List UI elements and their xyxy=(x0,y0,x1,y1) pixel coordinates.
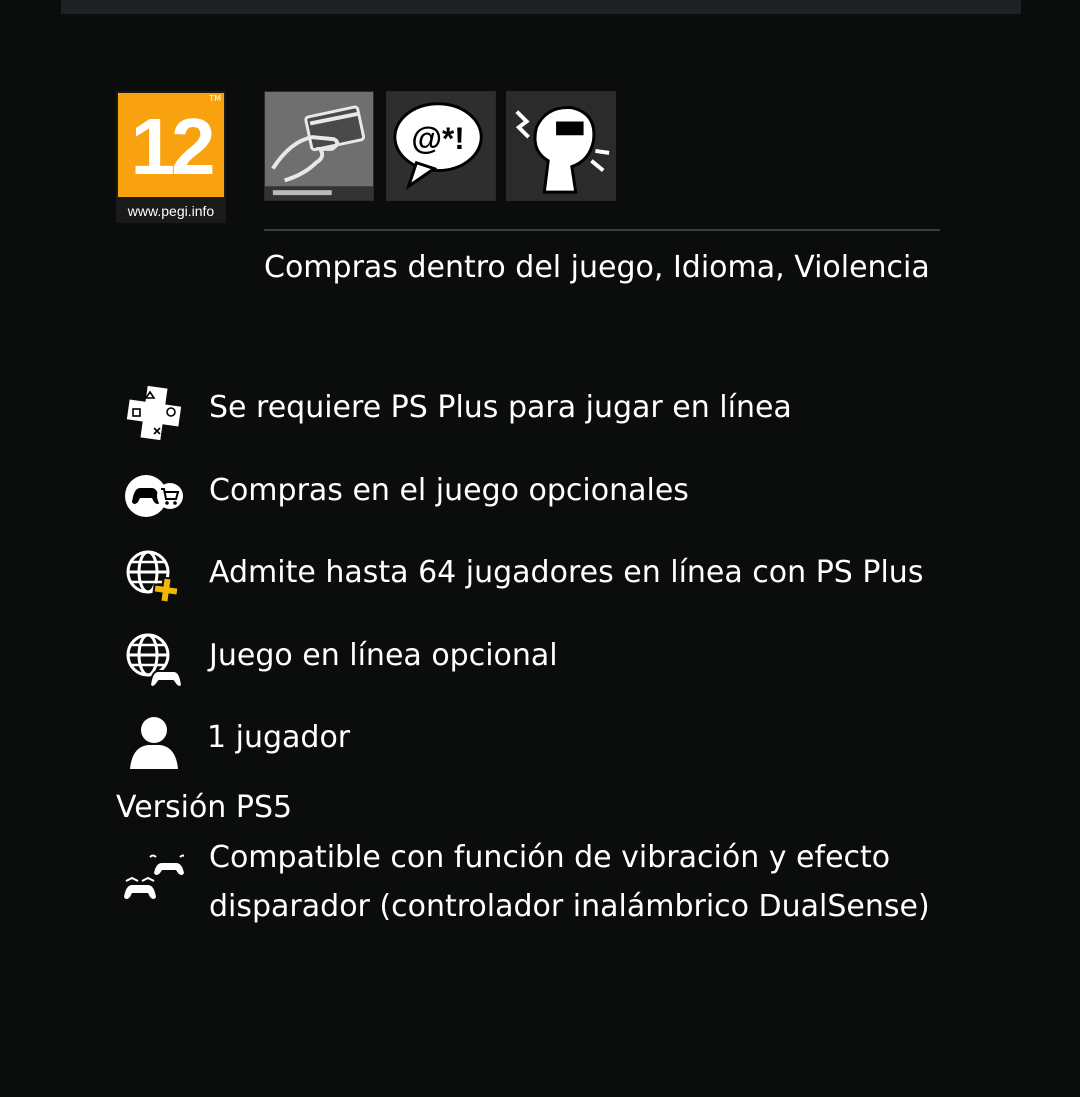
feature-ps-plus-required xyxy=(116,383,956,447)
in-game-purchases-icon xyxy=(264,91,374,201)
feature-in-game-purchases xyxy=(116,466,956,530)
feature-text: Compras en el juego opcionales xyxy=(209,473,689,508)
feature-single-player xyxy=(116,713,956,777)
ps-plus-icon xyxy=(116,383,186,447)
pegi-rating-badge xyxy=(116,91,226,223)
pegi-age-box xyxy=(118,93,224,197)
feature-online-play xyxy=(116,631,956,695)
top-bar xyxy=(61,0,1021,14)
feature-text: 1 jugador xyxy=(207,720,351,755)
dualsense-vibration-icon xyxy=(116,851,186,915)
online-players-ps-plus-icon xyxy=(116,548,186,612)
descriptor-divider xyxy=(264,229,940,231)
in-game-purchases-controller-icon xyxy=(116,466,186,530)
feature-text: Compatible con función de vibración y efecto disparador (controlador inalámbrico DualSense) xyxy=(209,840,930,924)
content-descriptors: Compras dentro del juego, Idioma, Violencia xyxy=(264,250,930,285)
feature-online-players xyxy=(116,548,956,612)
pegi-url: www.pegi.info xyxy=(127,203,215,219)
violence-icon xyxy=(506,91,616,201)
feature-text: Juego en línea opcional xyxy=(209,638,558,673)
svg-text:@*!: @*! xyxy=(411,120,465,156)
online-play-icon xyxy=(116,631,186,695)
feature-text: Se requiere PS Plus para jugar en línea xyxy=(209,390,792,425)
feature-text: Admite hasta 64 jugadores en línea con PS Plus xyxy=(209,555,924,590)
single-player-icon xyxy=(116,713,186,777)
pegi-age: 12 xyxy=(130,102,212,191)
feature-dualsense xyxy=(116,833,956,931)
pegi-trademark: TM xyxy=(209,94,221,103)
version-label: Versión PS5 xyxy=(116,790,293,825)
bad-language-icon xyxy=(386,91,496,201)
